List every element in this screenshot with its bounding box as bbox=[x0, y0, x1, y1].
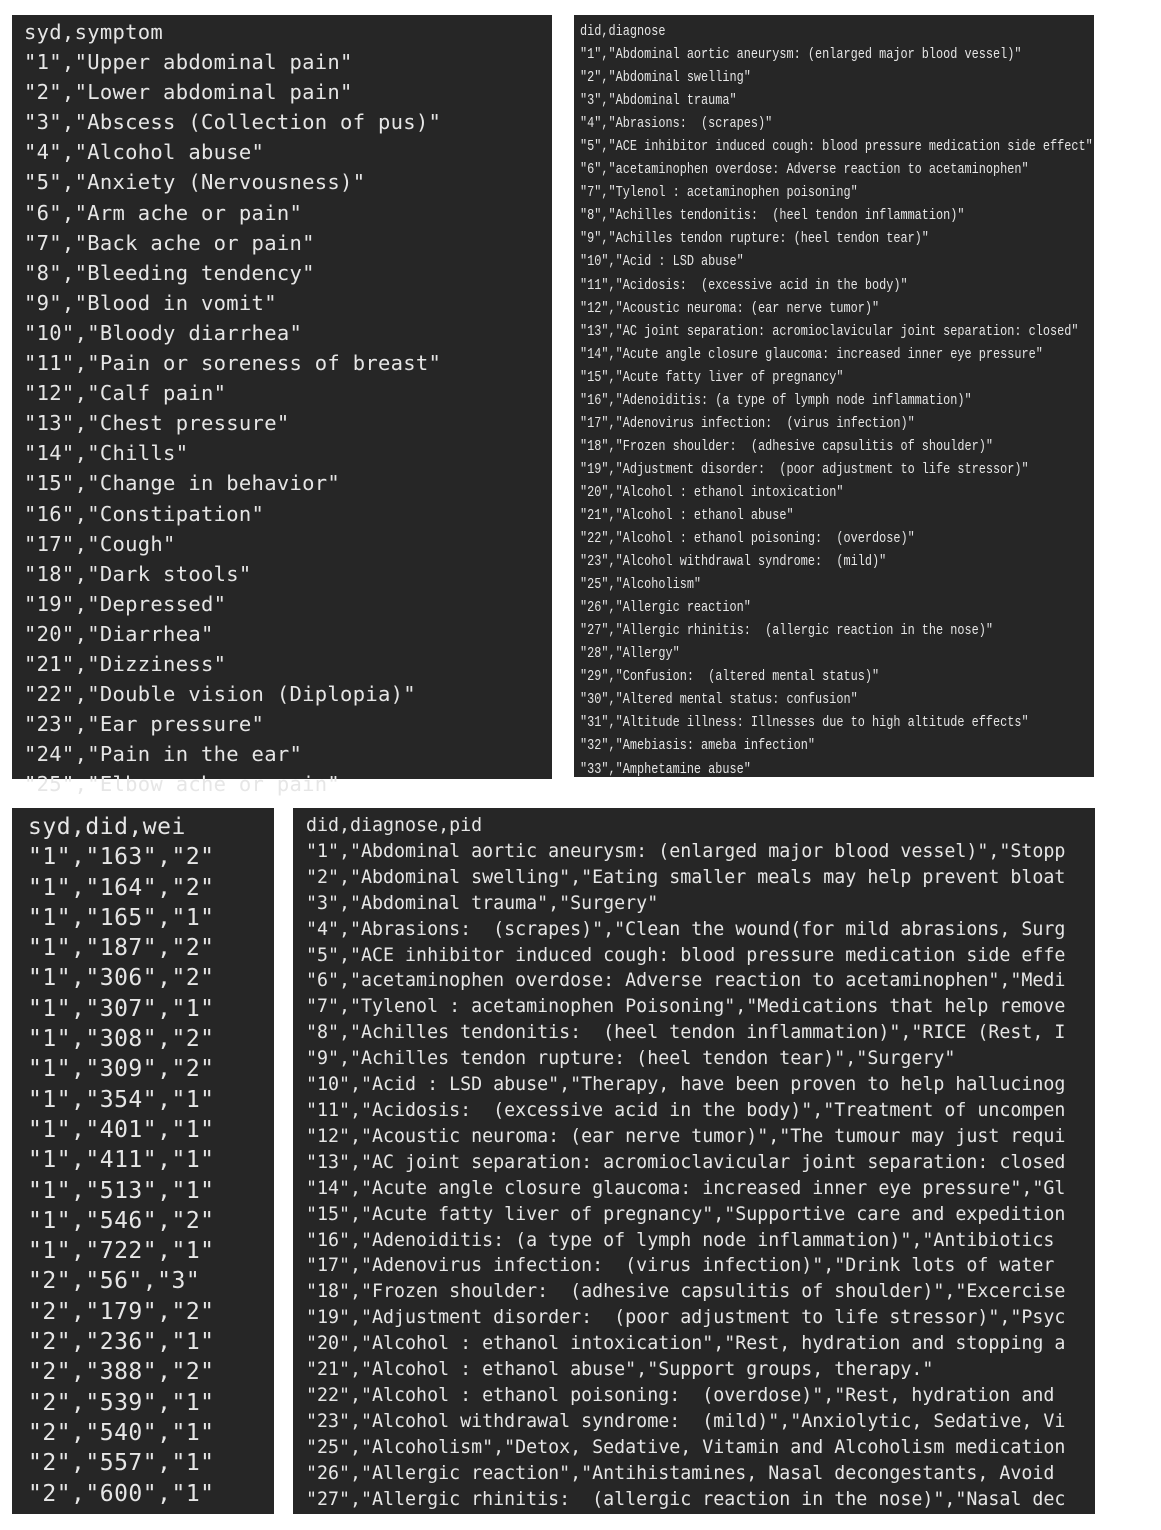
csv-row-line: "25","Alcoholism","Detox, Sedative, Vitamin and Alcoholism medication bbox=[306, 1436, 1066, 1458]
csv-row-line: "1","Abdominal aortic aneurysm: (enlarged major blood vessel)" bbox=[580, 47, 1022, 64]
csv-row-line: "16","Constipation" bbox=[24, 501, 265, 526]
csv-row-line: "22","Alcohol : ethanol poisoning: (overdose)","Rest, hydration and bbox=[306, 1384, 1055, 1406]
csv-row-line: "19","Depressed" bbox=[24, 591, 227, 616]
csv-row-line: "21","Alcohol : ethanol abuse" bbox=[580, 507, 794, 524]
csv-row-line: "21","Alcohol : ethanol abuse","Support groups, therapy." bbox=[306, 1359, 934, 1381]
csv-row-line: "2","Abdominal swelling" bbox=[580, 70, 751, 87]
csv-row-line: "18","Dark stools" bbox=[24, 561, 252, 586]
csv-row-line: "3","Abdominal trauma" bbox=[580, 93, 737, 110]
csv-row-line: "1","163","2" bbox=[28, 844, 215, 871]
csv-row-line: "9","Blood in vomit" bbox=[24, 290, 277, 315]
csv-row-line: "1","Abdominal aortic aneurysm: (enlarged major blood vessel)","Stopp bbox=[306, 840, 1066, 862]
csv-row-line: "29","Confusion: (altered mental status)" bbox=[580, 669, 880, 686]
diagnose-csv-panel[interactable] bbox=[574, 15, 1094, 777]
csv-row-line: "18","Frozen shoulder: (adhesive capsulitis of shoulder)" bbox=[580, 438, 994, 455]
csv-row-line: "5","ACE inhibitor induced cough: blood pressure medication side effe bbox=[306, 944, 1066, 966]
csv-row-line: "19","Adjustment disorder: (poor adjustment to life stressor)","Psyc bbox=[306, 1307, 1066, 1329]
csv-row-line: "10","Bloody diarrhea" bbox=[24, 320, 303, 345]
csv-row-line: "1","164","2" bbox=[28, 874, 215, 901]
csv-row-line: "33","Amphetamine abuse" bbox=[580, 761, 751, 778]
csv-row-line: "17","Cough" bbox=[24, 531, 176, 556]
csv-row-line: "3","Abdominal trauma","Surgery" bbox=[306, 892, 659, 914]
csv-row-line: "1","Upper abdominal pain" bbox=[24, 50, 353, 75]
csv-row-line: "2","388","2" bbox=[28, 1359, 215, 1386]
csv-row-line: "27","Allergic rhinitis: (allergic reaction in the nose)","Nasal dec bbox=[306, 1488, 1066, 1510]
csv-row-line: "22","Double vision (Diplopia)" bbox=[24, 682, 416, 707]
csv-row-line: "3","Abscess (Collection of pus)" bbox=[24, 110, 442, 135]
csv-row-line: "5","ACE inhibitor induced cough: blood pressure medication side effect" bbox=[580, 139, 1093, 156]
csv-row-line: "20","Alcohol : ethanol intoxication","Rest, hydration and stopping a bbox=[306, 1333, 1066, 1355]
csv-row-line: "21","Dizziness" bbox=[24, 651, 227, 676]
csv-row-line: "25","Alcoholism" bbox=[580, 577, 702, 594]
csv-row-line: "32","Amebiasis: ameba infection" bbox=[580, 738, 815, 755]
csv-row-line: "12","Calf pain" bbox=[24, 381, 227, 406]
csv-row-line: "27","Allergic rhinitis: (allergic reaction in the nose)" bbox=[580, 623, 994, 640]
csv-row-line: "31","Altitude illness: Illnesses due to high altitude effects" bbox=[580, 715, 1029, 732]
csv-row-line: "2","56","3" bbox=[28, 1268, 201, 1295]
csv-row-line: "4","Alcohol abuse" bbox=[24, 140, 265, 165]
csv-row-line: "15","Acute fatty liver of pregnancy","Supportive care and expedition bbox=[306, 1203, 1066, 1225]
csv-header-line: did,diagnose,pid bbox=[306, 815, 483, 836]
csv-row-line: "8","Achilles tendonitis: (heel tendon inflammation)","RICE (Rest, I bbox=[306, 1022, 1066, 1044]
csv-row-line: "13","AC joint separation: acromioclavicular joint separation: closed" bbox=[580, 323, 1079, 340]
csv-row-line: "2","Abdominal swelling","Eating smaller meals may help prevent bloat bbox=[306, 866, 1066, 888]
csv-row-line: "2","539","1" bbox=[28, 1389, 215, 1416]
csv-row-line: "8","Bleeding tendency" bbox=[24, 260, 315, 285]
csv-row-line: "17","Adenovirus infection: (virus infection)" bbox=[580, 415, 915, 432]
csv-row-line: "22","Alcohol : ethanol poisoning: (overdose)" bbox=[580, 531, 915, 548]
csv-row-line: "8","Achilles tendonitis: (heel tendon inflammation)" bbox=[580, 208, 965, 225]
csv-row-line: "20","Diarrhea" bbox=[24, 621, 214, 646]
csv-row-line: "11","Pain or soreness of breast" bbox=[24, 351, 442, 376]
csv-row-line: "17","Adenovirus infection: (virus infection)","Drink lots of water bbox=[306, 1255, 1055, 1277]
csv-row-line: "7","Tylenol : acetaminophen Poisoning","Medications that help remove bbox=[306, 996, 1066, 1018]
csv-row-line: "2","600","1" bbox=[28, 1480, 215, 1507]
csv-row-line: "1","354","1" bbox=[28, 1086, 215, 1113]
csv-row-line: "19","Adjustment disorder: (poor adjustment to life stressor)" bbox=[580, 461, 1029, 478]
csv-row-line: "2","557","1" bbox=[28, 1450, 215, 1477]
csv-row-line: "5","Anxiety (Nervousness)" bbox=[24, 170, 366, 195]
csv-row-line: "1","187","2" bbox=[28, 935, 215, 962]
csv-row-line: "12","Acoustic neuroma: (ear nerve tumor)" bbox=[580, 300, 880, 317]
csv-row-line: "7","Back ache or pain" bbox=[24, 230, 315, 255]
csv-row-line: "2","179","2" bbox=[28, 1298, 215, 1325]
csv-row-line: "4","Abrasions: (scrapes)" bbox=[580, 116, 773, 133]
csv-row-line: "15","Change in behavior" bbox=[24, 471, 341, 496]
symptom-csv-panel[interactable] bbox=[12, 15, 552, 797]
csv-header-line: syd,did,wei bbox=[28, 814, 186, 840]
csv-row-line: "4","Abrasions: (scrapes)","Clean the wound(for mild abrasions, Surg bbox=[306, 918, 1066, 940]
csv-row-line: "24","Pain in the ear" bbox=[24, 742, 303, 767]
csv-row-line: "26","Allergic reaction","Antihistamines, Nasal decongestants, Avoid bbox=[306, 1462, 1055, 1484]
csv-row-line: "1","309","2" bbox=[28, 1056, 215, 1083]
csv-row-line: "1","513","1" bbox=[28, 1177, 215, 1204]
csv-row-line: "14","Chills" bbox=[24, 441, 189, 466]
csv-row-line: "1","722","1" bbox=[28, 1238, 215, 1265]
csv-row-line: "11","Acidosis: (excessive acid in the body)","Treatment of uncompen bbox=[306, 1099, 1066, 1121]
csv-row-line: "1","411","1" bbox=[28, 1147, 215, 1174]
csv-row-line: "18","Frozen shoulder: (adhesive capsulitis of shoulder)","Excercise bbox=[306, 1281, 1066, 1303]
diagnose-treatment-csv-panel[interactable] bbox=[293, 808, 1095, 1514]
csv-row-line: "6","acetaminophen overdose: Adverse reaction to acetaminophen","Medi bbox=[306, 970, 1066, 992]
csv-row-line: "13","Chest pressure" bbox=[24, 411, 290, 436]
csv-row-line: "2","236","1" bbox=[28, 1329, 215, 1356]
csv-row-line: "1","546","2" bbox=[28, 1207, 215, 1234]
csv-row-line: "9","Achilles tendon rupture: (heel tendon tear)" bbox=[580, 231, 929, 248]
csv-header-line: did,diagnose bbox=[580, 24, 666, 40]
diagnose-csv-content bbox=[580, 21, 1161, 782]
csv-row-line: "12","Acoustic neuroma: (ear nerve tumor)","The tumour may just requi bbox=[306, 1125, 1066, 1147]
csv-row-line: "10","Acid : LSD abuse","Therapy, have been proven to help hallucinog bbox=[306, 1074, 1066, 1096]
csv-row-line: "11","Acidosis: (excessive acid in the body)" bbox=[580, 277, 908, 294]
csv-row-line: "1","306","2" bbox=[28, 965, 215, 992]
csv-row-line: "1","165","1" bbox=[28, 904, 215, 931]
csv-row-line: "23","Alcohol withdrawal syndrome: (mild)","Anxiolytic, Sedative, Vi bbox=[306, 1410, 1066, 1432]
csv-row-line: "23","Alcohol withdrawal syndrome: (mild)" bbox=[580, 554, 887, 571]
csv-row-line: "15","Acute fatty liver of pregnancy" bbox=[580, 369, 844, 386]
csv-row-line: "20","Alcohol : ethanol intoxication" bbox=[580, 484, 844, 501]
csv-row-line: "16","Adenoiditis: (a type of lymph node inflammation)" bbox=[580, 392, 972, 409]
csv-row-line: "2","Lower abdominal pain" bbox=[24, 80, 353, 105]
csv-row-line: "23","Ear pressure" bbox=[24, 712, 265, 737]
csv-row-line: "30","Altered mental status: confusion" bbox=[580, 692, 858, 709]
csv-row-line: "9","Achilles tendon rupture: (heel tendon tear)","Surgery" bbox=[306, 1048, 956, 1070]
csv-header-line: syd,symptom bbox=[24, 20, 164, 44]
csv-row-line: "26","Allergic reaction" bbox=[580, 600, 751, 617]
csv-row-line: "1","308","2" bbox=[28, 1026, 215, 1053]
csv-row-line: "2","540","1" bbox=[28, 1419, 215, 1446]
csv-row-line: "14","Acute angle closure glaucoma: increased inner eye pressure" bbox=[580, 346, 1043, 363]
csv-row-line: "1","401","1" bbox=[28, 1116, 215, 1143]
csv-row-line: "16","Adenoiditis: (a type of lymph node inflammation)","Antibiotics bbox=[306, 1229, 1055, 1251]
symptom-diagnose-weight-csv-panel[interactable] bbox=[12, 808, 274, 1514]
csv-row-line: "14","Acute angle closure glaucoma: increased inner eye pressure","Gl bbox=[306, 1177, 1066, 1199]
csv-row-line: "6","Arm ache or pain" bbox=[24, 200, 303, 225]
csv-row-line: "13","AC joint separation: acromioclavicular joint separation: closed bbox=[306, 1151, 1066, 1173]
csv-row-line: "1","307","1" bbox=[28, 995, 215, 1022]
csv-row-line: "10","Acid : LSD abuse" bbox=[580, 254, 744, 271]
csv-row-line: "6","acetaminophen overdose: Adverse reaction to acetaminophen" bbox=[580, 162, 1029, 179]
csv-row-line: "7","Tylenol : acetaminophen poisoning" bbox=[580, 185, 858, 202]
csv-row-line: "25","Elbow ache or pain" bbox=[24, 772, 341, 797]
csv-row-line: "28","Allergy" bbox=[580, 646, 680, 663]
